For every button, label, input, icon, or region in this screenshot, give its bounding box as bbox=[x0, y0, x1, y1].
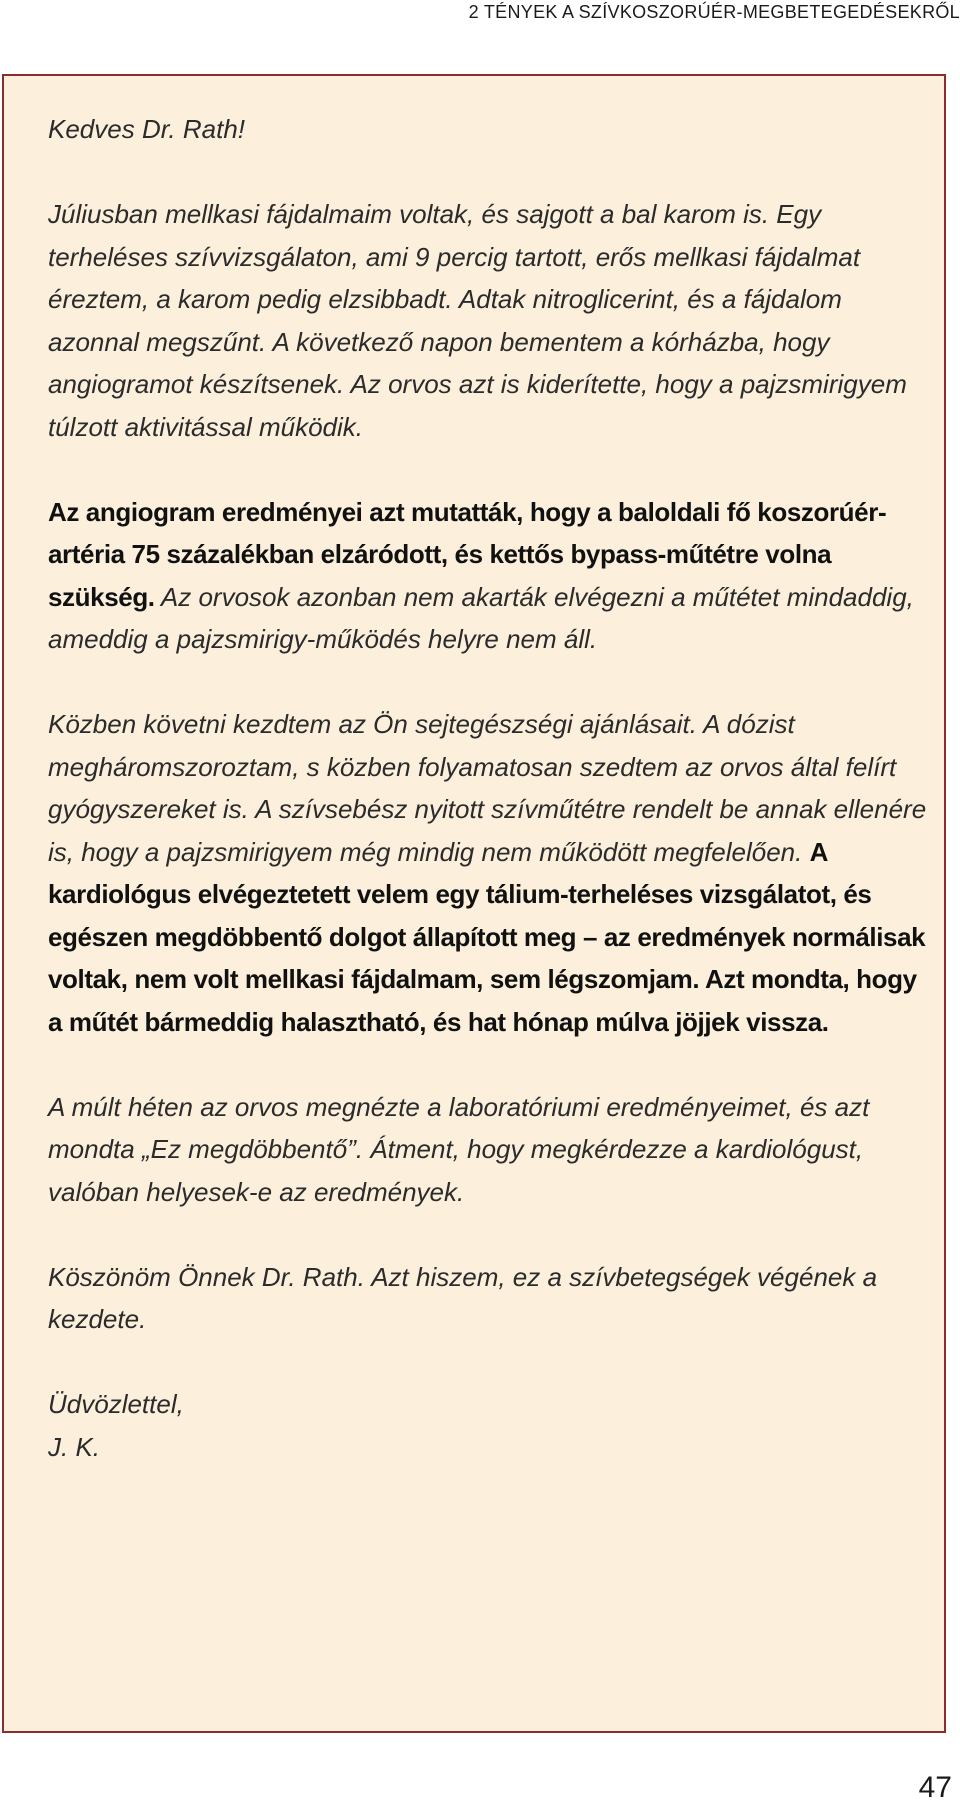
letter-paragraph-5: Köszönöm Önnek Dr. Rath. Azt hiszem, ez a szívbetegségek végének a kezdete. bbox=[48, 1261, 878, 1334]
letter-paragraph-2-text: Az orvosok azonban nem akarták elvégezni a műtétet mindaddig, ameddig a pajzsmirigy-működés helyre nem áll. bbox=[48, 581, 914, 654]
page-number: 47 bbox=[918, 1771, 952, 1804]
letter-paragraph-2-highlight: Az angiogram eredményei azt mutatták, hogy a baloldali fő koszorúér-artéria 75 százalékban elzáródott, és kettős bypass-műtétre volna szükség. bbox=[48, 496, 887, 612]
letter-paragraph-2 bbox=[48, 491, 928, 661]
letter-body bbox=[48, 108, 928, 1468]
letter-signature: J. K. bbox=[48, 1431, 101, 1462]
running-head: 2 TÉNYEK A SZÍVKOSZORÚÉR-MEGBETEGEDÉSEKRŐL bbox=[468, 2, 960, 22]
letter-paragraph-3 bbox=[48, 703, 928, 1043]
letter-paragraph-4: A múlt héten az orvos megnézte a laboratóriumi eredményeimet, és azt mondta „Ez megdöbbentő”. Átment, hogy megkérdezze a kardiológust, valóban helyesek-e az eredmények. bbox=[48, 1091, 870, 1207]
letter-salutation: Kedves Dr. Rath! bbox=[48, 114, 246, 144]
letter-paragraph-3-text: Közben követni kezdtem az Ön sejtegészségi ajánlásait. A dózist megháromszoroztam, s közben folyamatosan szedtem az orvos által felírt gyógyszereket is. A szívsebész nyitott szívműtétre rendelt be annak ellenére is, hogy a pajzsmirigyem még mindig nem működött megfelelően. bbox=[48, 709, 927, 867]
letter-closing: Üdvözlettel, bbox=[48, 1389, 184, 1419]
letter-paragraph-1: Júliusban mellkasi fájdalmaim voltak, és sajgott a bal karom is. Egy terheléses szívvizsgálaton, ami 9 percig tartott, erős mellkasi fájdalmat éreztem, a karom pedig elzsibbadt. Adtak nitroglicerint, és a fájdalom azonnal megszűnt. A következő napon bementem a kórházba, hogy angiogramot készítsenek. Az orvos azt is kiderítette, hogy a pajzsmirigyem túlzott aktivitással működik. bbox=[48, 199, 907, 442]
letter-box bbox=[2, 74, 946, 1733]
letter-paragraph-3-highlight: A kardiológus elvégeztetett velem egy tálium-terheléses vizsgálatot, és egészen megdöbbentő dolgot állapított meg – az eredmények normálisak voltak, nem volt mellkasi fájdalmam, sem légszomjam. Azt mondta, hogy a műtét bármeddig halasztható, és hat hónap múlva jöjjek vissza. bbox=[48, 836, 926, 1037]
